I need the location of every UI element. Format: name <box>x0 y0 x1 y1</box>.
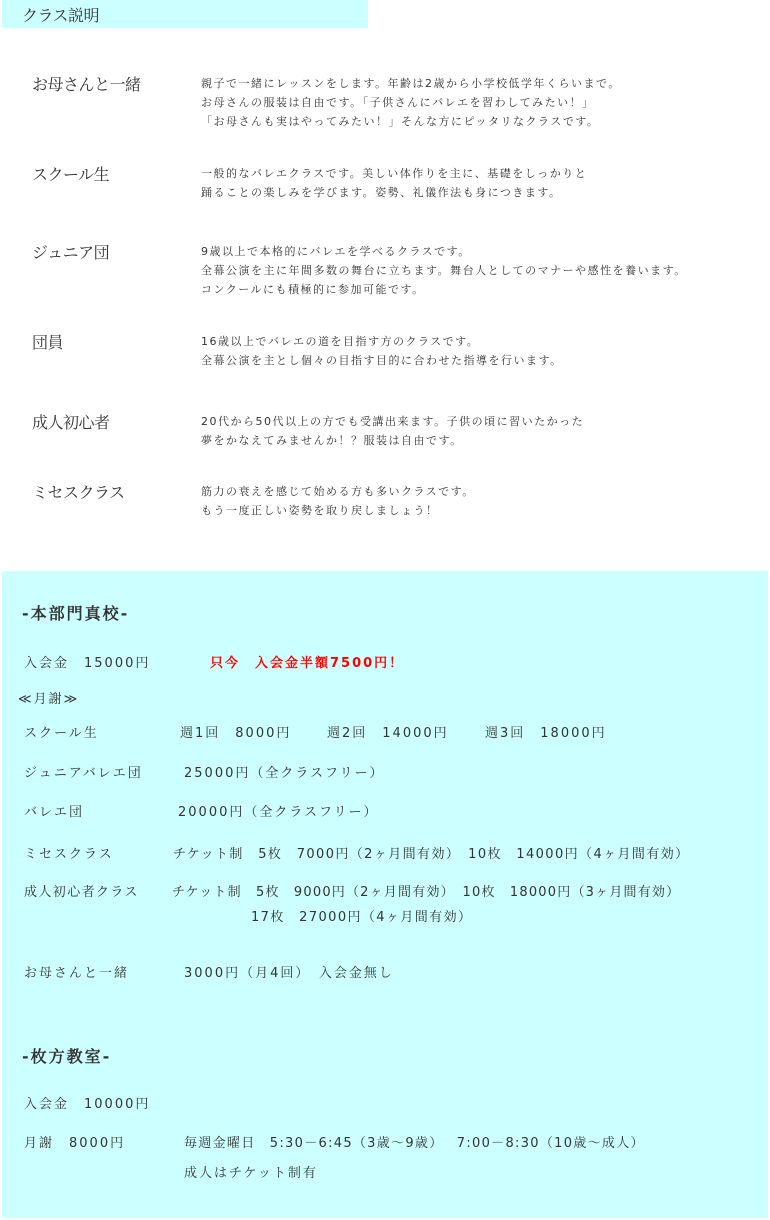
description-line: 夢をかなえてみませんか！？服装は自由です。 <box>201 434 463 447</box>
adult-price-2: 17枚 27000円（4ヶ月間有効） <box>251 910 473 925</box>
monthly-heading: ≪月謝≫ <box>18 692 80 707</box>
description-line: 全幕公演を主とし個々の目指す目的に合わせた指導を行います。 <box>201 354 563 367</box>
ballet-price: 20000円（全クラスフリー） <box>178 805 379 820</box>
mrs-label: ミセスクラス <box>24 847 114 862</box>
description-line: もう一度正しい姿勢を取り戻しましょう！ <box>201 504 439 517</box>
class-name: お母さんと一緒 <box>32 75 141 94</box>
hirakata-monthly: 月謝 8000円 <box>24 1136 126 1151</box>
description-line: 一般的なバレエクラスです。美しい体作りを主に、基礎をしっかりと <box>201 167 588 180</box>
adult-label: 成人初心者クラス <box>24 885 139 900</box>
description-line: 踊ることの楽しみを学びます。姿勢、礼儀作法も身につきます。 <box>201 186 562 199</box>
hirakata-heading: -枚方教室- <box>22 1047 112 1066</box>
title-bar <box>2 0 368 28</box>
ballet-label: バレエ団 <box>24 805 85 820</box>
class-name: ジュニア団 <box>32 243 110 262</box>
class-description <box>201 412 584 450</box>
school-label: スクール生 <box>24 726 99 741</box>
class-name: 成人初心者 <box>32 413 110 432</box>
description-line: 親子で一緒にレッスンをします。年齢は2歳から小学校低学年くらいまで。 <box>201 77 621 90</box>
school-price-3: 週3回 18000円 <box>485 726 607 741</box>
description-line: 「お母さんも実はやってみたい！」そんな方にピッタリなクラスです。 <box>201 115 600 128</box>
adult-price-1: チケット制 5枚 9000円（2ヶ月間有効） 10枚 18000円（3ヶ月間有効） <box>172 885 681 900</box>
class-description <box>201 164 587 202</box>
mrs-price: チケット制 5枚 7000円（2ヶ月間有効） 10枚 14000円（4ヶ月間有効） <box>173 847 690 862</box>
description-line: 筋力の衰えを感じて始める方も多いクラスです。 <box>201 485 475 498</box>
class-name: 団員 <box>32 333 64 352</box>
class-name: ミセスクラス <box>32 483 125 502</box>
hirakata-note: 成人はチケット制有 <box>184 1166 318 1181</box>
class-description <box>201 332 563 370</box>
class-name: スクール生 <box>32 165 110 184</box>
description-line: お母さんの服装は自由です。「子供さんにバレエを習わしてみたい！」 <box>201 96 595 109</box>
junior-label: ジュニアバレエ団 <box>24 766 143 781</box>
school-price-2: 週2回 14000円 <box>327 726 449 741</box>
class-description <box>201 482 475 520</box>
fees-panel <box>2 571 768 1218</box>
school-price-1: 週1回 8000円 <box>180 726 292 741</box>
honbu-entry-fee: 入会金 15000円 <box>24 656 151 671</box>
description-line: 16歳以上でバレエの道を目指す方のクラスです。 <box>201 335 480 348</box>
class-description <box>201 74 621 131</box>
page-title: クラス説明 <box>22 6 100 25</box>
description-line: 9歳以上で本格的にバレエを学べるクラスです。 <box>201 245 471 258</box>
description-line: 20代から50代以上の方でも受講出来ます。子供の頃に習いたかった <box>201 415 585 428</box>
junior-price: 25000円（全クラスフリー） <box>184 766 385 781</box>
mother-price: 3000円（月4回） 入会金無し <box>184 966 394 981</box>
hirakata-schedule: 毎週金曜日 5:30－6:45（3歳～9歳） 7:00－8:30（10歳～成人） <box>184 1136 645 1151</box>
mother-label: お母さんと一緒 <box>24 966 130 981</box>
description-line: 全幕公演を主に年間多数の舞台に立ちます。舞台人としてのマナーや感性を養います。 <box>201 264 687 277</box>
honbu-heading: -本部門真校- <box>22 604 130 623</box>
class-description <box>201 242 687 299</box>
description-line: コンクールにも積極的に参加可能です。 <box>201 283 425 296</box>
entry-fee-promo: 只今 入会金半額7500円！ <box>210 656 405 671</box>
hirakata-entry-fee: 入会金 10000円 <box>24 1097 151 1112</box>
